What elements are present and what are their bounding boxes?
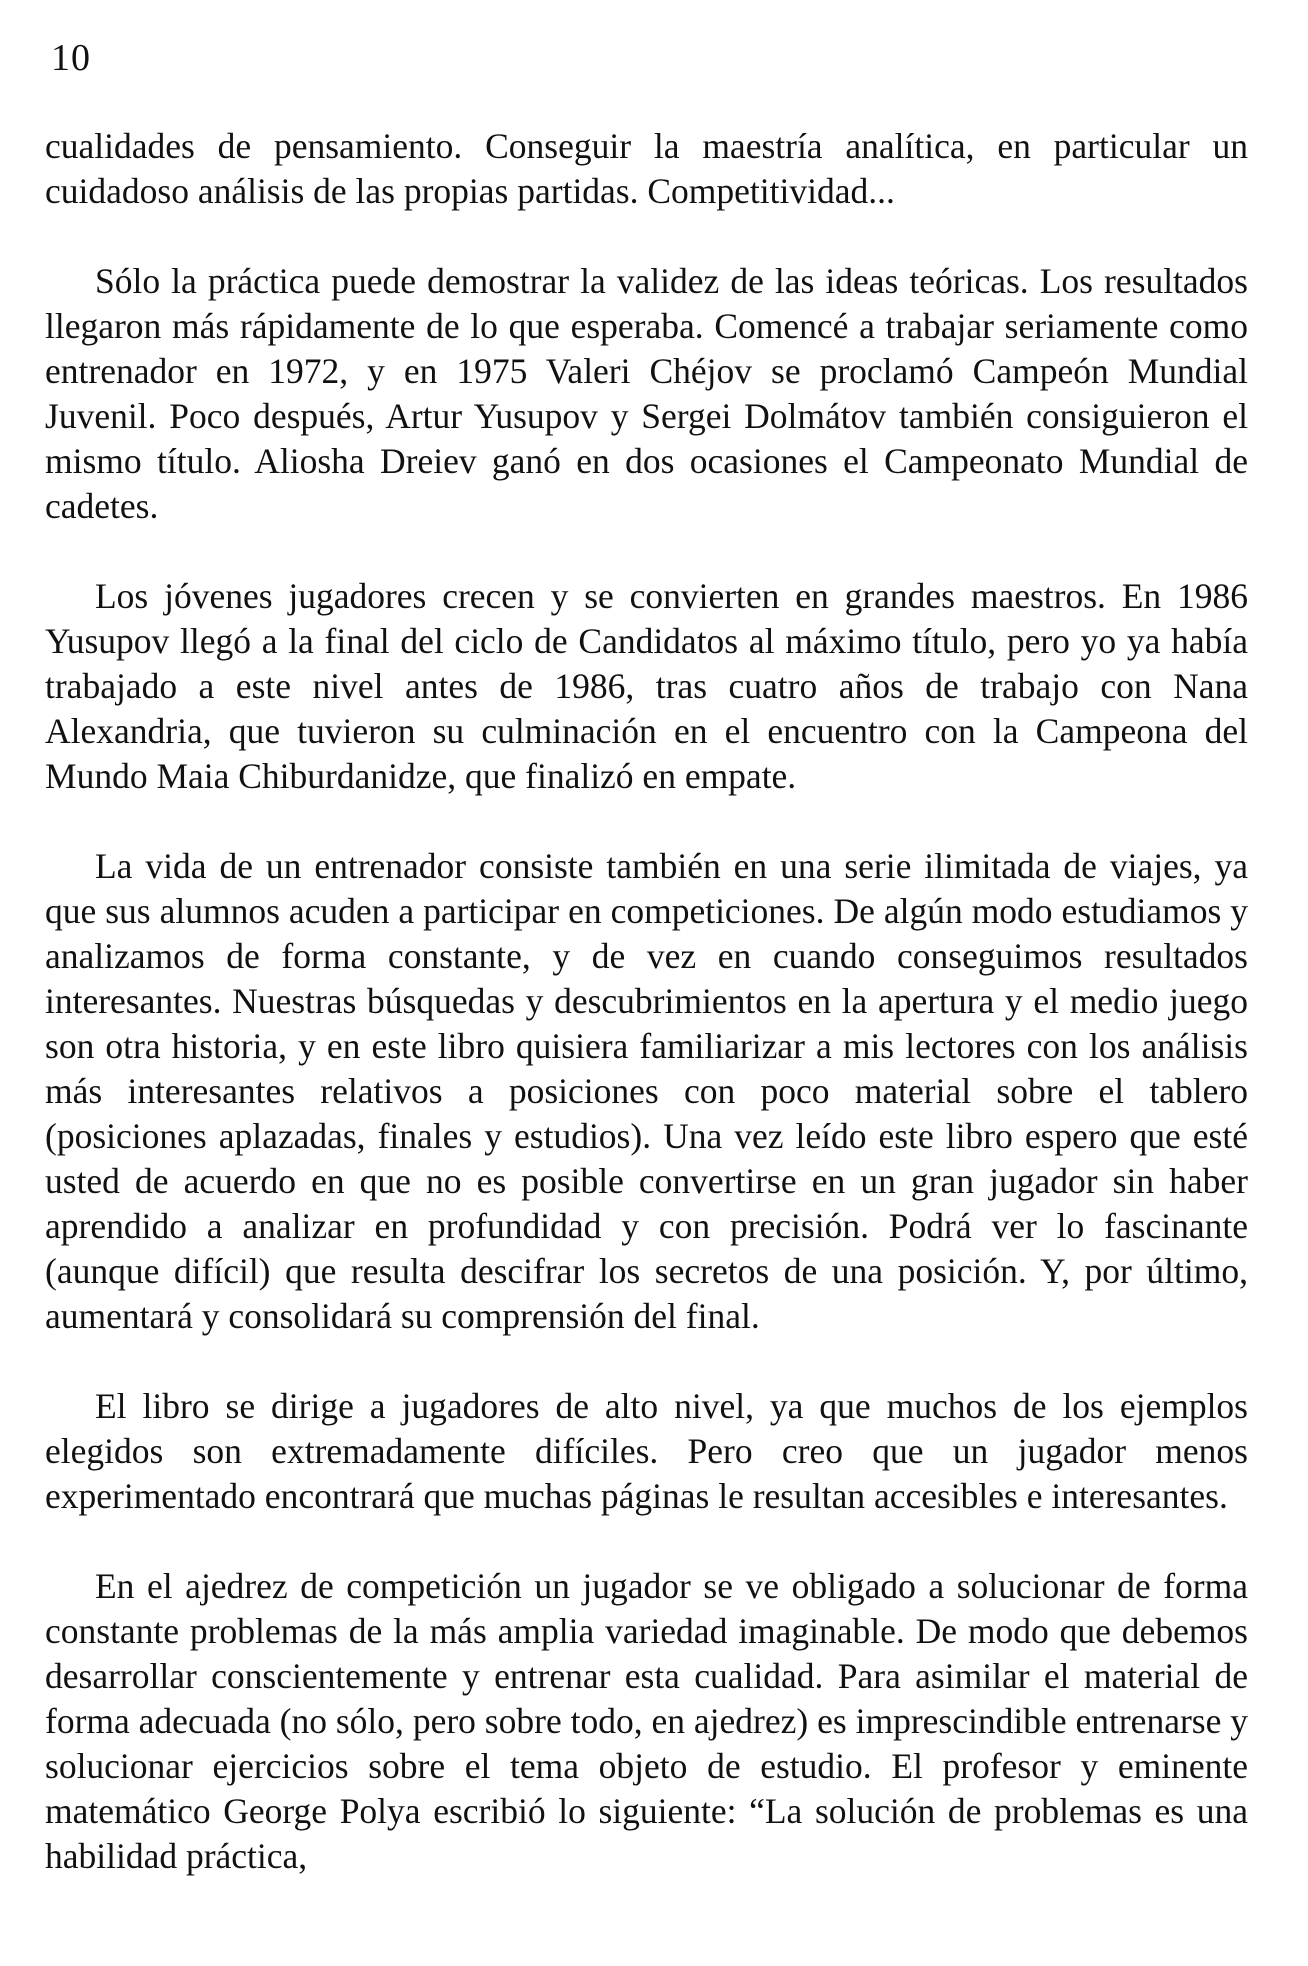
paragraph-continuation: cualidades de pensamiento. Conseguir la maestría analítica, en particular un cuidadoso análisis de las propias partidas. Competitividad...: [45, 126, 1248, 211]
paragraph-book-audience: El libro se dirige a jugadores de alto nivel, ya que muchos de los ejemplos elegidos son extremadamente difíciles. Pero creo que un jugador menos experimentado encontrará que muchas páginas le resultan accesibles e interesantes.: [45, 1386, 1248, 1516]
paragraph-coach-life: La vida de un entrenador consiste también en una serie ilimitada de viajes, ya que sus alumnos acuden a participar en competiciones. De algún modo estudiamos y analizamos de forma constante, y de vez en cuando conseguimos resultados interesantes. Nuestras búsquedas y descubrimientos en la apertura y el medio juego son otra historia, y en este libro quisiera familiarizar a mis lectores con los análisis más interesantes relativos a posiciones con poco material sobre el tablero (posiciones aplazadas, finales y estudios). Una vez leído este libro espero que esté usted de acuerdo en que no es posible convertirse en un gran jugador sin haber aprendido a analizar en profundidad y con precisión. Podrá ver lo fascinante (aunque difícil) que resulta descifrar los secretos de una posición. Y, por último, aumentará y consolidará su comprensión del final.: [45, 846, 1248, 1336]
paragraph-practice-results: Sólo la práctica puede demostrar la validez de las ideas teóricas. Los resultados llegaron más rápidamente de lo que esperaba. Comencé a trabajar seriamente como entrenador en 1972, y en 1975 Valeri Chéjov se proclamó Campeón Mundial Juvenil. Poco después, Artur Yusupov y Sergei Dolmátov también consiguieron el mismo título. Aliosha Dreiev ganó en dos ocasiones el Campeonato Mundial de cadetes.: [45, 261, 1248, 526]
paragraph-young-players: Los jóvenes jugadores crecen y se convierten en grandes maestros. En 1986 Yusupov llegó a la final del ciclo de Candidatos al máximo título, pero yo ya había trabajado a este nivel antes de 1986, tras cuatro años de trabajo con Nana Alexandria, que tuvieron su culminación en el encuentro con la Campeona del Mundo Maia Chiburdanidze, que finalizó en empate.: [45, 576, 1248, 796]
page-number: 10: [51, 37, 91, 79]
paragraph-problem-solving: En el ajedrez de competición un jugador se ve obligado a solucionar de forma constante problemas de la más amplia variedad imaginable. De modo que debemos desarrollar conscientemente y entrenar esta cualidad. Para asimilar el material de forma adecuada (no sólo, pero sobre todo, en ajedrez) es imprescindible entrenarse y solucionar ejercicios sobre el tema objeto de estudio. El profesor y eminente matemático George Polya escribió lo siguiente: “La solución de problemas es una habilidad práctica,: [45, 1566, 1248, 1876]
